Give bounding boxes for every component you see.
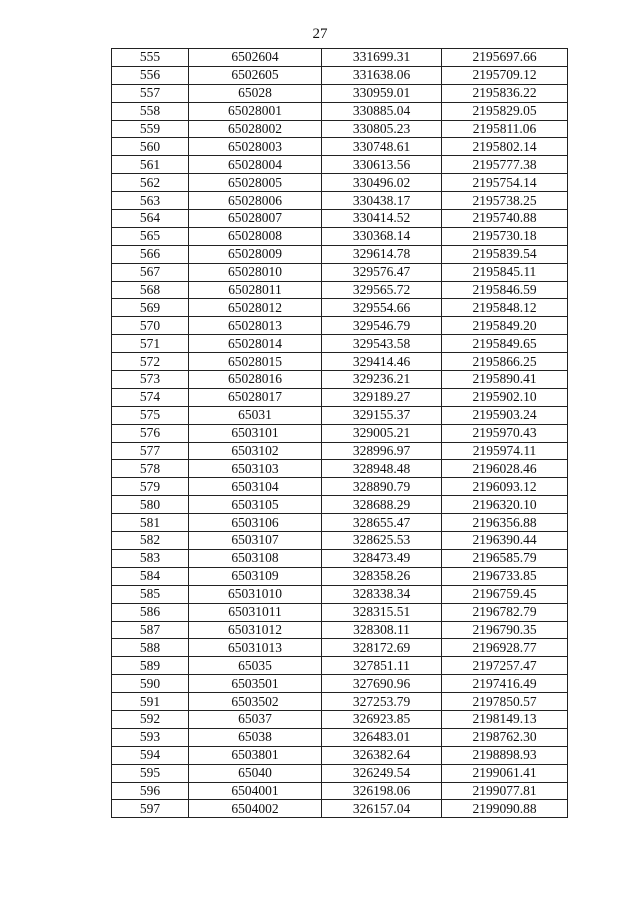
coordinates-table: [111, 48, 568, 818]
row-number-cell: 583: [112, 549, 189, 567]
x-coordinate-cell: 331638.06: [322, 66, 442, 84]
table-row: [112, 621, 568, 639]
y-coordinate-cell: 2195754.14: [442, 174, 568, 192]
y-coordinate-cell: 2195839.54: [442, 245, 568, 263]
x-coordinate-cell: 329189.27: [322, 388, 442, 406]
y-coordinate-cell: 2196585.79: [442, 549, 568, 567]
point-id-cell: 65040: [189, 764, 322, 782]
point-id-cell: 65028017: [189, 388, 322, 406]
row-number-cell: 582: [112, 532, 189, 550]
point-id-cell: 65031011: [189, 603, 322, 621]
point-id-cell: 65028014: [189, 335, 322, 353]
point-id-cell: 6504002: [189, 800, 322, 818]
x-coordinate-cell: 328655.47: [322, 514, 442, 532]
row-number-cell: 591: [112, 693, 189, 711]
point-id-cell: 65038: [189, 728, 322, 746]
point-id-cell: 6503502: [189, 693, 322, 711]
point-id-cell: 65028016: [189, 371, 322, 389]
table-row: [112, 84, 568, 102]
point-id-cell: 6503107: [189, 532, 322, 550]
point-id-cell: 6502604: [189, 49, 322, 67]
x-coordinate-cell: 326157.04: [322, 800, 442, 818]
y-coordinate-cell: 2195740.88: [442, 210, 568, 228]
x-coordinate-cell: 326483.01: [322, 728, 442, 746]
table-row: [112, 782, 568, 800]
y-coordinate-cell: 2195970.43: [442, 424, 568, 442]
y-coordinate-cell: 2195902.10: [442, 388, 568, 406]
table-row: [112, 192, 568, 210]
point-id-cell: 65028004: [189, 156, 322, 174]
x-coordinate-cell: 330959.01: [322, 84, 442, 102]
y-coordinate-cell: 2196790.35: [442, 621, 568, 639]
point-id-cell: 6503801: [189, 746, 322, 764]
table-row: [112, 156, 568, 174]
x-coordinate-cell: 328308.11: [322, 621, 442, 639]
y-coordinate-cell: 2195849.20: [442, 317, 568, 335]
x-coordinate-cell: 327253.79: [322, 693, 442, 711]
table-row: [112, 317, 568, 335]
table-row: [112, 424, 568, 442]
x-coordinate-cell: 329543.58: [322, 335, 442, 353]
row-number-cell: 580: [112, 496, 189, 514]
point-id-cell: 6503103: [189, 460, 322, 478]
table-row: [112, 263, 568, 281]
coordinates-table-body: [112, 49, 568, 818]
table-row: [112, 549, 568, 567]
x-coordinate-cell: 329546.79: [322, 317, 442, 335]
point-id-cell: 65028009: [189, 245, 322, 263]
x-coordinate-cell: 328948.48: [322, 460, 442, 478]
y-coordinate-cell: 2199077.81: [442, 782, 568, 800]
x-coordinate-cell: 330613.56: [322, 156, 442, 174]
table-row: [112, 388, 568, 406]
y-coordinate-cell: 2195777.38: [442, 156, 568, 174]
table-row: [112, 442, 568, 460]
row-number-cell: 567: [112, 263, 189, 281]
table-row: [112, 764, 568, 782]
row-number-cell: 574: [112, 388, 189, 406]
point-id-cell: 65028011: [189, 281, 322, 299]
y-coordinate-cell: 2197850.57: [442, 693, 568, 711]
row-number-cell: 577: [112, 442, 189, 460]
y-coordinate-cell: 2198898.93: [442, 746, 568, 764]
table-row: [112, 460, 568, 478]
row-number-cell: 568: [112, 281, 189, 299]
y-coordinate-cell: 2195738.25: [442, 192, 568, 210]
y-coordinate-cell: 2199061.41: [442, 764, 568, 782]
y-coordinate-cell: 2195697.66: [442, 49, 568, 67]
row-number-cell: 572: [112, 353, 189, 371]
row-number-cell: 560: [112, 138, 189, 156]
point-id-cell: 65028001: [189, 102, 322, 120]
point-id-cell: 6504001: [189, 782, 322, 800]
point-id-cell: 65028012: [189, 299, 322, 317]
table-row: [112, 245, 568, 263]
x-coordinate-cell: 328688.29: [322, 496, 442, 514]
point-id-cell: 65035: [189, 657, 322, 675]
point-id-cell: 65028: [189, 84, 322, 102]
y-coordinate-cell: 2195829.05: [442, 102, 568, 120]
table-row: [112, 102, 568, 120]
y-coordinate-cell: 2196028.46: [442, 460, 568, 478]
table-row: [112, 746, 568, 764]
y-coordinate-cell: 2197416.49: [442, 675, 568, 693]
point-id-cell: 65028010: [189, 263, 322, 281]
page-number: 27: [312, 26, 328, 42]
row-number-cell: 576: [112, 424, 189, 442]
y-coordinate-cell: 2195802.14: [442, 138, 568, 156]
table-row: [112, 478, 568, 496]
row-number-cell: 581: [112, 514, 189, 532]
point-id-cell: 65028002: [189, 120, 322, 138]
row-number-cell: 579: [112, 478, 189, 496]
row-number-cell: 555: [112, 49, 189, 67]
table-row: [112, 353, 568, 371]
y-coordinate-cell: 2196928.77: [442, 639, 568, 657]
y-coordinate-cell: 2196759.45: [442, 585, 568, 603]
x-coordinate-cell: 328315.51: [322, 603, 442, 621]
x-coordinate-cell: 328890.79: [322, 478, 442, 496]
row-number-cell: 589: [112, 657, 189, 675]
y-coordinate-cell: 2197257.47: [442, 657, 568, 675]
x-coordinate-cell: 328358.26: [322, 567, 442, 585]
point-id-cell: 6503109: [189, 567, 322, 585]
x-coordinate-cell: 329005.21: [322, 424, 442, 442]
table-row: [112, 174, 568, 192]
x-coordinate-cell: 329155.37: [322, 406, 442, 424]
y-coordinate-cell: 2195903.24: [442, 406, 568, 424]
x-coordinate-cell: 330496.02: [322, 174, 442, 192]
point-id-cell: 65028007: [189, 210, 322, 228]
row-number-cell: 569: [112, 299, 189, 317]
table-row: [112, 210, 568, 228]
row-number-cell: 585: [112, 585, 189, 603]
table-row: [112, 710, 568, 728]
row-number-cell: 592: [112, 710, 189, 728]
row-number-cell: 595: [112, 764, 189, 782]
y-coordinate-cell: 2199090.88: [442, 800, 568, 818]
y-coordinate-cell: 2195974.11: [442, 442, 568, 460]
x-coordinate-cell: 330885.04: [322, 102, 442, 120]
y-coordinate-cell: 2195811.06: [442, 120, 568, 138]
row-number-cell: 558: [112, 102, 189, 120]
row-number-cell: 565: [112, 227, 189, 245]
row-number-cell: 587: [112, 621, 189, 639]
table-row: [112, 66, 568, 84]
row-number-cell: 561: [112, 156, 189, 174]
point-id-cell: 6502605: [189, 66, 322, 84]
table-row: [112, 299, 568, 317]
x-coordinate-cell: 329554.66: [322, 299, 442, 317]
table-row: [112, 639, 568, 657]
row-number-cell: 573: [112, 371, 189, 389]
point-id-cell: 65028015: [189, 353, 322, 371]
point-id-cell: 65028003: [189, 138, 322, 156]
x-coordinate-cell: 328473.49: [322, 549, 442, 567]
y-coordinate-cell: 2198762.30: [442, 728, 568, 746]
point-id-cell: 6503106: [189, 514, 322, 532]
point-id-cell: 6503501: [189, 675, 322, 693]
y-coordinate-cell: 2195890.41: [442, 371, 568, 389]
row-number-cell: 596: [112, 782, 189, 800]
y-coordinate-cell: 2196320.10: [442, 496, 568, 514]
y-coordinate-cell: 2195845.11: [442, 263, 568, 281]
x-coordinate-cell: 330438.17: [322, 192, 442, 210]
point-id-cell: 6503108: [189, 549, 322, 567]
table-row: [112, 514, 568, 532]
table-row: [112, 532, 568, 550]
row-number-cell: 594: [112, 746, 189, 764]
table-row: [112, 138, 568, 156]
y-coordinate-cell: 2195866.25: [442, 353, 568, 371]
table-row: [112, 496, 568, 514]
table-row: [112, 120, 568, 138]
point-id-cell: 6503102: [189, 442, 322, 460]
point-id-cell: 6503101: [189, 424, 322, 442]
y-coordinate-cell: 2195709.12: [442, 66, 568, 84]
row-number-cell: 570: [112, 317, 189, 335]
table-row: [112, 406, 568, 424]
x-coordinate-cell: 330414.52: [322, 210, 442, 228]
x-coordinate-cell: 328338.34: [322, 585, 442, 603]
row-number-cell: 584: [112, 567, 189, 585]
row-number-cell: 578: [112, 460, 189, 478]
y-coordinate-cell: 2195849.65: [442, 335, 568, 353]
point-id-cell: 65028008: [189, 227, 322, 245]
x-coordinate-cell: 329614.78: [322, 245, 442, 263]
y-coordinate-cell: 2196093.12: [442, 478, 568, 496]
x-coordinate-cell: 330368.14: [322, 227, 442, 245]
y-coordinate-cell: 2195846.59: [442, 281, 568, 299]
table-row: [112, 49, 568, 67]
x-coordinate-cell: 329414.46: [322, 353, 442, 371]
point-id-cell: 65028005: [189, 174, 322, 192]
table-row: [112, 800, 568, 818]
table-row: [112, 728, 568, 746]
row-number-cell: 586: [112, 603, 189, 621]
x-coordinate-cell: 330748.61: [322, 138, 442, 156]
x-coordinate-cell: 327851.11: [322, 657, 442, 675]
x-coordinate-cell: 328172.69: [322, 639, 442, 657]
row-number-cell: 557: [112, 84, 189, 102]
row-number-cell: 590: [112, 675, 189, 693]
table-row: [112, 585, 568, 603]
x-coordinate-cell: 327690.96: [322, 675, 442, 693]
row-number-cell: 559: [112, 120, 189, 138]
table-row: [112, 227, 568, 245]
x-coordinate-cell: 326382.64: [322, 746, 442, 764]
table-row: [112, 657, 568, 675]
y-coordinate-cell: 2196733.85: [442, 567, 568, 585]
y-coordinate-cell: 2195836.22: [442, 84, 568, 102]
y-coordinate-cell: 2195848.12: [442, 299, 568, 317]
x-coordinate-cell: 329565.72: [322, 281, 442, 299]
table-row: [112, 335, 568, 353]
table-row: [112, 371, 568, 389]
y-coordinate-cell: 2198149.13: [442, 710, 568, 728]
row-number-cell: 562: [112, 174, 189, 192]
x-coordinate-cell: 330805.23: [322, 120, 442, 138]
x-coordinate-cell: 331699.31: [322, 49, 442, 67]
row-number-cell: 563: [112, 192, 189, 210]
row-number-cell: 564: [112, 210, 189, 228]
table-row: [112, 693, 568, 711]
y-coordinate-cell: 2196390.44: [442, 532, 568, 550]
row-number-cell: 588: [112, 639, 189, 657]
table-row: [112, 603, 568, 621]
point-id-cell: 6503104: [189, 478, 322, 496]
table-row: [112, 281, 568, 299]
point-id-cell: 65028006: [189, 192, 322, 210]
point-id-cell: 6503105: [189, 496, 322, 514]
y-coordinate-cell: 2196356.88: [442, 514, 568, 532]
row-number-cell: 597: [112, 800, 189, 818]
x-coordinate-cell: 326923.85: [322, 710, 442, 728]
table-row: [112, 675, 568, 693]
point-id-cell: 65031013: [189, 639, 322, 657]
x-coordinate-cell: 328996.97: [322, 442, 442, 460]
x-coordinate-cell: 326198.06: [322, 782, 442, 800]
row-number-cell: 593: [112, 728, 189, 746]
point-id-cell: 65037: [189, 710, 322, 728]
x-coordinate-cell: 329576.47: [322, 263, 442, 281]
row-number-cell: 566: [112, 245, 189, 263]
row-number-cell: 575: [112, 406, 189, 424]
x-coordinate-cell: 328625.53: [322, 532, 442, 550]
row-number-cell: 556: [112, 66, 189, 84]
point-id-cell: 65028013: [189, 317, 322, 335]
y-coordinate-cell: 2195730.18: [442, 227, 568, 245]
point-id-cell: 65031012: [189, 621, 322, 639]
point-id-cell: 65031010: [189, 585, 322, 603]
table-row: [112, 567, 568, 585]
point-id-cell: 65031: [189, 406, 322, 424]
x-coordinate-cell: 329236.21: [322, 371, 442, 389]
row-number-cell: 571: [112, 335, 189, 353]
y-coordinate-cell: 2196782.79: [442, 603, 568, 621]
x-coordinate-cell: 326249.54: [322, 764, 442, 782]
